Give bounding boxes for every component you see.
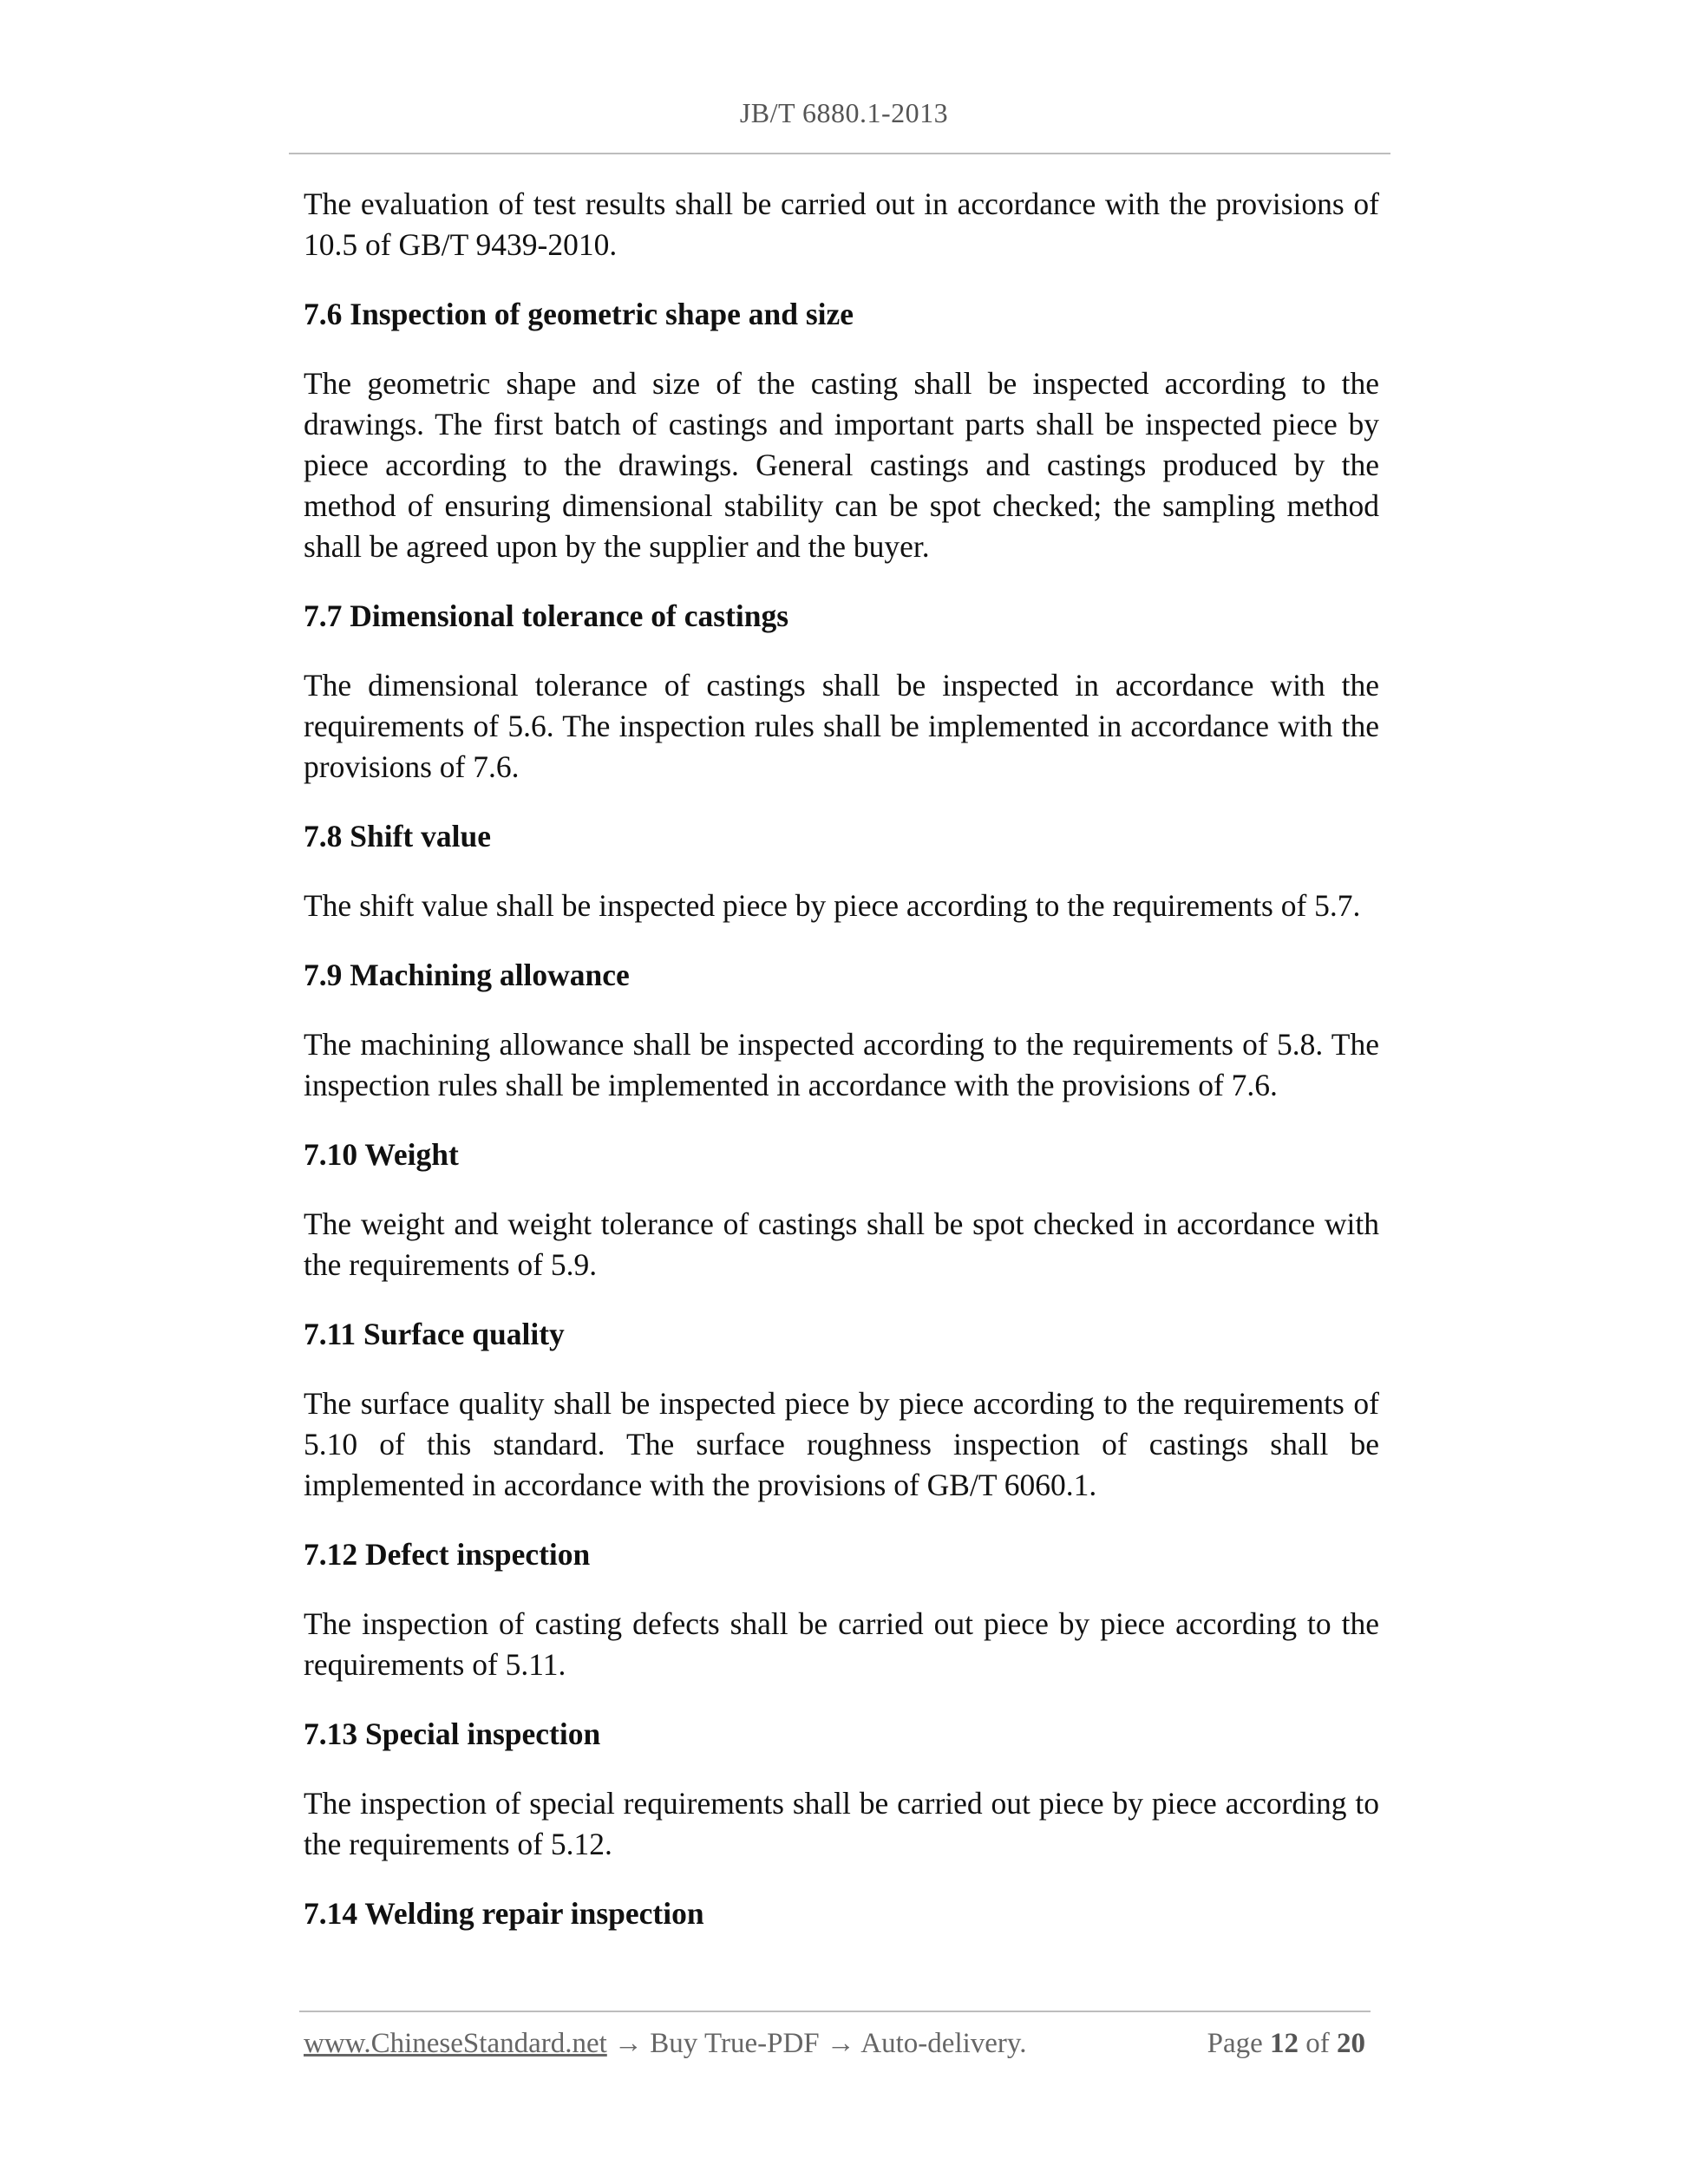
header-divider — [289, 153, 1390, 154]
section-text-7-7: The dimensional tolerance of castings shall be inspected in accordance with the requirements of 5.6. The inspection rules shall be implemented in accordance with the provisions of 7.6. — [304, 668, 1379, 784]
section-heading-7-10: 7.10 Weight — [304, 1137, 459, 1172]
section-text-7-9: The machining allowance shall be inspected according to the requirements of 5.8. The inspection rules shall be implemented in accordance with the provisions of 7.6. — [304, 1027, 1379, 1102]
footer-divider — [299, 2011, 1371, 2012]
section-text-7-12: The inspection of casting defects shall be carried out piece by piece according to the requirements of 5.11. — [304, 1606, 1379, 1682]
website-link[interactable]: www.ChineseStandard.net — [304, 2028, 607, 2059]
document-body — [304, 184, 1379, 1963]
section-heading-7-12: 7.12 Defect inspection — [304, 1537, 591, 1572]
page-indicator — [1207, 2028, 1365, 2060]
of-label: of — [1305, 2028, 1330, 2059]
section-heading-7-7: 7.7 Dimensional tolerance of castings — [304, 598, 789, 633]
section-text-7-6: The geometric shape and size of the casting shall be inspected according to the drawings. The first batch of castings and important parts shall be inspected piece by piece according to the drawings. General castings and castings produced by the method of ensuring dimensional stability can be spot checked; the sampling method shall be agreed upon by the supplier and the buyer. — [304, 366, 1379, 564]
document-id-header: JB/T 6880.1-2013 — [739, 97, 949, 128]
section-text-7-10: The weight and weight tolerance of castings shall be spot checked in accordance with the requirements of 5.9. — [304, 1206, 1379, 1282]
section-text-7-8: The shift value shall be inspected piece by piece according to the requirements of 5.7. — [304, 888, 1361, 923]
footer-promo — [304, 2028, 1027, 2060]
section-heading-7-14: 7.14 Welding repair inspection — [304, 1896, 704, 1931]
section-heading-7-9: 7.9 Machining allowance — [304, 958, 630, 992]
section-text-7-13: The inspection of special requirements shall be carried out piece by piece according to the requirements of 5.12. — [304, 1786, 1379, 1861]
total-pages-number: 20 — [1337, 2028, 1365, 2059]
section-text-7-11: The surface quality shall be inspected piece by piece according to the requirements of 5.10 of this standard. The surface roughness inspection of castings shall be implemented in accordance with the provisions of GB/T 6060.1. — [304, 1386, 1379, 1502]
page-label: Page — [1207, 2028, 1263, 2059]
intro-paragraph: The evaluation of test results shall be carried out in accordance with the provisions of 10.5 of GB/T 9439-2010. — [304, 186, 1379, 262]
current-page-number: 12 — [1270, 2028, 1299, 2059]
section-heading-7-6: 7.6 Inspection of geometric shape and size — [304, 297, 854, 331]
footer-promo-text: → Buy True-PDF → Auto-delivery. — [606, 2028, 1027, 2059]
section-heading-7-11: 7.11 Surface quality — [304, 1317, 565, 1351]
section-heading-7-13: 7.13 Special inspection — [304, 1716, 601, 1751]
section-heading-7-8: 7.8 Shift value — [304, 819, 491, 853]
